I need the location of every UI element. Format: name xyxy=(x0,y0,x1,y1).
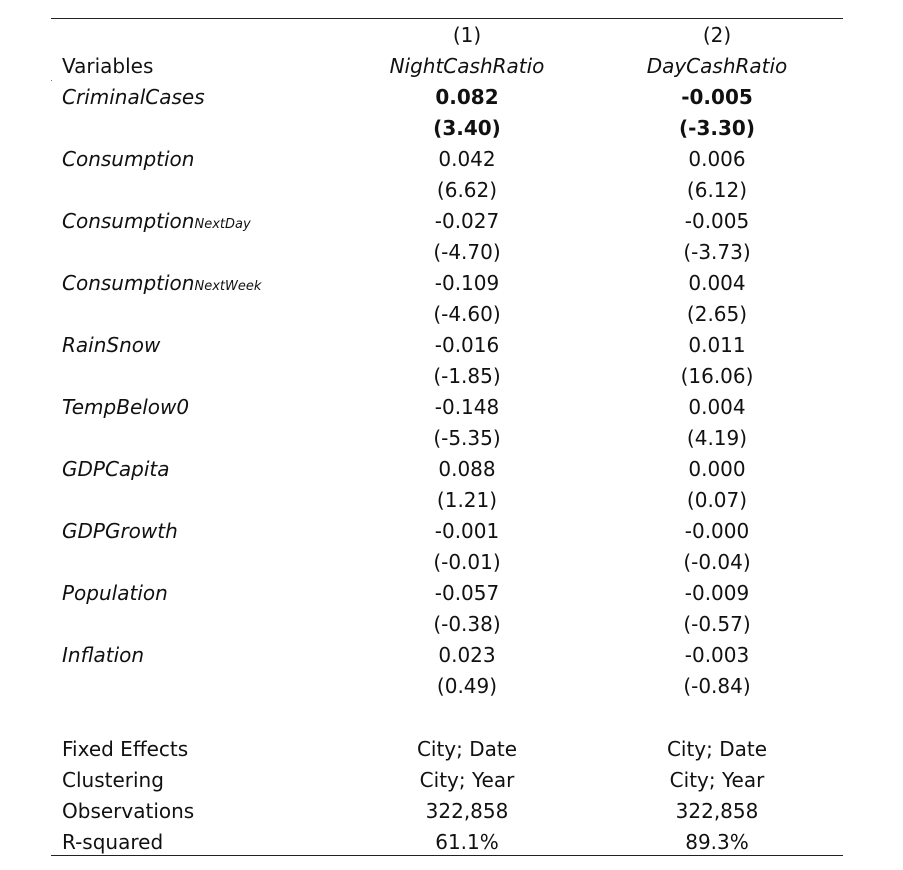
variable-label: GDPGrowth xyxy=(62,519,178,543)
table-row-tstat xyxy=(51,609,843,640)
table-top-rule xyxy=(51,18,843,19)
coef-col-2: 0.004 xyxy=(688,271,746,295)
footer-label: R-squared xyxy=(62,830,164,854)
tstat-col-1: (3.40) xyxy=(433,116,501,140)
tstat-col-1: (6.62) xyxy=(436,178,498,202)
coef-col-2: -0.003 xyxy=(684,643,750,667)
coef-col-2: -0.005 xyxy=(684,209,750,233)
footer-col-2: 89.3% xyxy=(685,830,749,854)
header-row-names xyxy=(51,51,843,82)
table-row xyxy=(51,144,843,175)
table-bottom-rule xyxy=(51,855,843,856)
tstat-col-2: (4.19) xyxy=(686,426,748,450)
coef-col-2: 0.006 xyxy=(688,147,746,171)
tstat-col-2: (-0.57) xyxy=(683,612,751,636)
footer-col-2: City; Date xyxy=(666,737,768,761)
variable-name xyxy=(62,330,160,361)
variable-label: Population xyxy=(62,581,168,605)
tstat-col-2: (-3.30) xyxy=(679,116,755,140)
variable-label: Consumption xyxy=(62,271,195,295)
tstat-col-1: (-4.70) xyxy=(433,240,501,264)
variable-label: GDPCapita xyxy=(62,457,170,481)
col-number-1: (1) xyxy=(452,23,482,47)
footer-col-1: City; Date xyxy=(416,737,518,761)
variable-label: Consumption xyxy=(62,147,195,171)
coef-col-2: -0.000 xyxy=(684,519,750,543)
variable-name xyxy=(62,82,205,113)
coef-col-1: -0.001 xyxy=(434,519,500,543)
coef-col-1: 0.082 xyxy=(435,85,499,109)
variable-label: TempBelow0 xyxy=(62,395,190,419)
coef-col-1: 0.023 xyxy=(438,643,496,667)
table-row-tstat xyxy=(51,423,843,454)
table-row-tstat xyxy=(51,547,843,578)
variable-label: Inflation xyxy=(62,643,145,667)
table-row-tstat xyxy=(51,485,843,516)
header-row-numbers xyxy=(51,20,843,51)
coef-col-2: 0.011 xyxy=(688,333,746,357)
coef-col-1: -0.109 xyxy=(434,271,500,295)
table-row-tstat xyxy=(51,237,843,268)
tstat-col-1: (-4.60) xyxy=(433,302,501,326)
table-row-tstat xyxy=(51,113,843,144)
coef-col-2: 0.004 xyxy=(688,395,746,419)
table-row xyxy=(51,578,843,609)
variables-label: Variables xyxy=(62,54,154,78)
variable-name xyxy=(62,516,178,547)
coef-col-1: 0.088 xyxy=(438,457,496,481)
footer-col-1: 61.1% xyxy=(435,830,499,854)
table-row-tstat xyxy=(51,299,843,330)
coef-col-2: -0.009 xyxy=(684,581,750,605)
footer-row xyxy=(51,765,843,796)
tstat-col-2: (-3.73) xyxy=(683,240,751,264)
tstat-col-2: (-0.84) xyxy=(683,674,751,698)
tstat-col-1: (-0.01) xyxy=(433,550,501,574)
footer-col-2: 322,858 xyxy=(675,799,759,823)
table-row xyxy=(51,454,843,485)
table-row-tstat xyxy=(51,361,843,392)
table-row xyxy=(51,392,843,423)
footer-row xyxy=(51,827,843,858)
footer-col-1: 322,858 xyxy=(425,799,509,823)
variable-subscript: NextWeek xyxy=(194,279,262,294)
coef-col-1: -0.027 xyxy=(434,209,500,233)
tstat-col-1: (-1.85) xyxy=(433,364,501,388)
tstat-col-2: (-0.04) xyxy=(683,550,751,574)
tstat-col-2: (0.07) xyxy=(686,488,748,512)
variable-name xyxy=(62,206,251,237)
coef-col-1: -0.057 xyxy=(434,581,500,605)
footer-label: Clustering xyxy=(62,768,164,792)
variable-name xyxy=(62,392,189,423)
footer-row xyxy=(51,734,843,765)
tstat-col-1: (1.21) xyxy=(436,488,498,512)
col-number-2: (2) xyxy=(702,23,732,47)
variable-name xyxy=(62,578,168,609)
table-row xyxy=(51,206,843,237)
variable-label: CriminalCases xyxy=(62,85,205,109)
table-row xyxy=(51,82,843,113)
variable-label: Consumption xyxy=(62,209,195,233)
table-row xyxy=(51,330,843,361)
footer-col-1: City; Year xyxy=(419,768,515,792)
coef-col-1: -0.148 xyxy=(434,395,500,419)
coef-col-1: 0.042 xyxy=(438,147,496,171)
col-name-1: NightCashRatio xyxy=(389,54,545,78)
variable-name xyxy=(62,454,170,485)
variable-name xyxy=(62,268,261,299)
tstat-col-1: (-0.38) xyxy=(433,612,501,636)
table-row-tstat xyxy=(51,671,843,702)
variable-subscript: NextDay xyxy=(194,217,251,232)
tstat-col-1: (0.49) xyxy=(436,674,498,698)
table-row xyxy=(51,516,843,547)
table-row-tstat xyxy=(51,175,843,206)
variable-name xyxy=(62,144,194,175)
variable-name xyxy=(62,640,144,671)
tstat-col-2: (6.12) xyxy=(686,178,748,202)
footer-label: Observations xyxy=(62,799,195,823)
coef-col-2: -0.005 xyxy=(681,85,753,109)
col-name-2: DayCashRatio xyxy=(646,54,788,78)
tstat-col-1: (-5.35) xyxy=(433,426,501,450)
tstat-col-2: (16.06) xyxy=(680,364,754,388)
coef-col-1: -0.016 xyxy=(434,333,500,357)
footer-col-2: City; Year xyxy=(669,768,765,792)
table-row xyxy=(51,640,843,671)
footer-row xyxy=(51,796,843,827)
variable-label: RainSnow xyxy=(62,333,161,357)
footer-label: Fixed Effects xyxy=(62,737,189,761)
table-row xyxy=(51,268,843,299)
coef-col-2: 0.000 xyxy=(688,457,746,481)
tstat-col-2: (2.65) xyxy=(686,302,748,326)
